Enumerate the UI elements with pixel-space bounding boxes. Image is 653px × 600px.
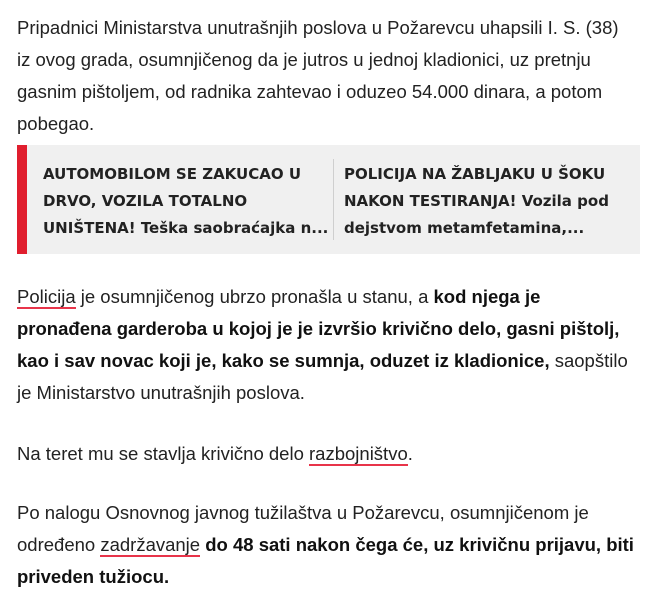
paragraph-arrest-text: je osumnjičenog ubrzo pronašla u stanu, a xyxy=(75,286,434,307)
link-razbojnistvo[interactable]: razbojništvo xyxy=(309,443,408,464)
link-zadrzavanje[interactable]: zadržavanje xyxy=(100,534,201,555)
related-articles xyxy=(17,145,640,254)
related-accent-bar xyxy=(17,145,27,254)
paragraph-charge-text: Na teret mu se stavlja krivično delo xyxy=(17,443,310,464)
link-policija[interactable]: Policija xyxy=(17,286,76,307)
paragraph-charge xyxy=(17,438,639,470)
paragraph-detention-text: Po nalogu Osnovnog javnog tužilaštva u Požarevcu, osumnjičenom je određeno xyxy=(17,502,589,555)
related-article-2[interactable]: POLICIJA NA ŽABLJAKU U ŠOKU NAKON TESTIRANJA! Vozila pod dejstvom metamfetamina,... xyxy=(344,165,609,237)
paragraph-detention-bold: do 48 sati nakon čega će, uz krivičnu prijavu, biti priveden tužiocu. xyxy=(17,534,634,587)
paragraph-arrest-text-end: saopštilo je Ministarstvo unutrašnjih poslova. xyxy=(17,350,628,403)
paragraph-intro: Pripadnici Ministarstva unutrašnjih poslova u Požarevcu uhapsili I. S. (38) iz ovog grada, osumnjičenog da je jutros u jednoj kladionici, uz pretnju gasnim pištoljem, od radnika zahtevao i oduzeo 54.000 dinara, a potom pobegao. xyxy=(17,17,619,134)
paragraph-arrest xyxy=(17,281,639,409)
paragraph-charge-end: . xyxy=(407,443,413,464)
related-divider xyxy=(333,159,334,240)
related-article-1[interactable]: AUTOMOBILOM SE ZAKUCAO U DRVO, VOZILA TOTALNO UNIŠTENA! Teška saobraćajka n... xyxy=(43,165,329,237)
paragraph-arrest-bold: kod njega je pronađena garderoba u kojoj je je izvršio krivično delo, gasni pištolj, kao i sav novac koji je, kako se sumnja, oduzet iz kladionice, xyxy=(17,286,620,371)
paragraph-detention xyxy=(17,497,639,593)
